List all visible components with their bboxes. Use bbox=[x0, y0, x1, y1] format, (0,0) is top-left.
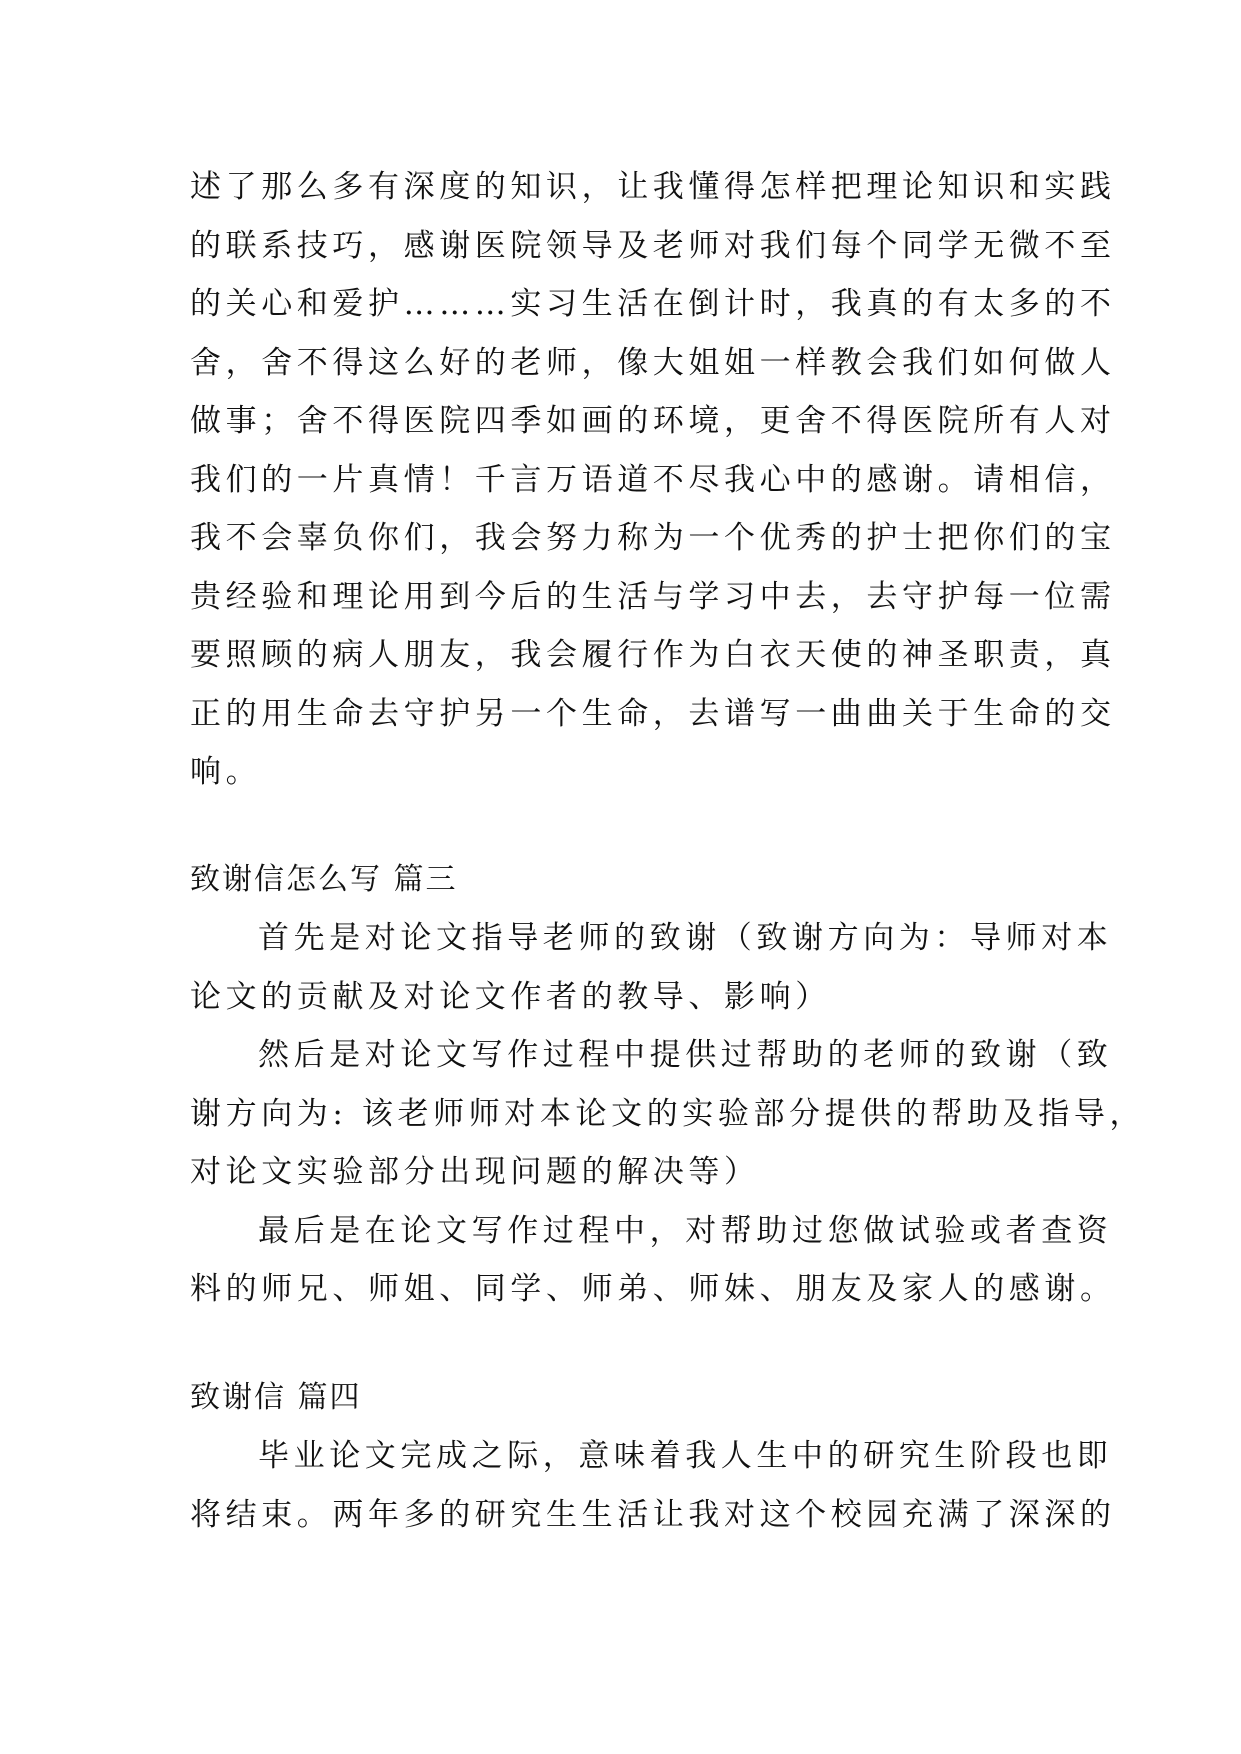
text-line: 贵经验和理论用到今后的生活与学习中去，去守护每一位需 bbox=[190, 578, 1116, 615]
text-line: 将结束。两年多的研究生生活让我对这个校园充满了深深的 bbox=[190, 1496, 1116, 1533]
text-line: 要照顾的病人朋友，我会履行作为白衣天使的神圣职责，真 bbox=[190, 637, 1116, 673]
text-line: 响。 bbox=[190, 754, 262, 790]
text-line: 做事；舍不得医院四季如画的环境，更舍不得医院所有人对 bbox=[190, 403, 1116, 439]
section-three bbox=[190, 851, 1146, 1319]
paragraph-first-line: 最后是在论文写作过程中，对帮助过您做试验或者查资 bbox=[258, 1212, 1113, 1249]
text-line: 谢方向为: 该老师师对本论文的实验部分提供的帮助及指导， bbox=[190, 1095, 1146, 1132]
text-line: 述了那么多有深度的知识，让我懂得怎样把理论知识和实践 bbox=[190, 169, 1116, 205]
paragraph-first-line: 然后是对论文写作过程中提供过帮助的老师的致谢（致 bbox=[258, 1037, 1113, 1073]
text-line: 对论文实验部分出现问题的解决等） bbox=[190, 1154, 760, 1190]
paragraph-first-line: 毕业论文完成之际，意味着我人生中的研究生阶段也即 bbox=[258, 1438, 1113, 1474]
text-line: 的关心和爱护………实习生活在倒计时，我真的有太多的不 bbox=[190, 286, 1116, 322]
text-line: 我不会辜负你们，我会努力称为一个优秀的护士把你们的宝 bbox=[190, 520, 1116, 556]
text-line: 正的用生命去守护另一个生命，去谱写一曲曲关于生命的交 bbox=[190, 695, 1116, 732]
text-line: 的联系技巧，感谢医院领导及老师对我们每个同学无微不至 bbox=[190, 227, 1116, 264]
section-heading: 致谢信怎么写 篇三 bbox=[190, 862, 458, 897]
section-four bbox=[190, 1369, 1116, 1544]
text-line: 我们的一片真情！千言万语道不尽我心中的感谢。请相信， bbox=[190, 461, 1116, 498]
intro-paragraph bbox=[190, 158, 1116, 802]
paragraph-first-line: 首先是对论文指导老师的致谢（致谢方向为：导师对本 bbox=[258, 920, 1113, 956]
text-line: 舍，舍不得这么好的老师，像大姐姐一样教会我们如何做人 bbox=[190, 344, 1116, 381]
text-line: 料的师兄、师姐、同学、师弟、师妹、朋友及家人的感谢。 bbox=[190, 1271, 1116, 1307]
section-heading: 致谢信 篇四 bbox=[190, 1380, 362, 1415]
text-line: 论文的贡献及对论文作者的教导、影响） bbox=[190, 978, 831, 1015]
